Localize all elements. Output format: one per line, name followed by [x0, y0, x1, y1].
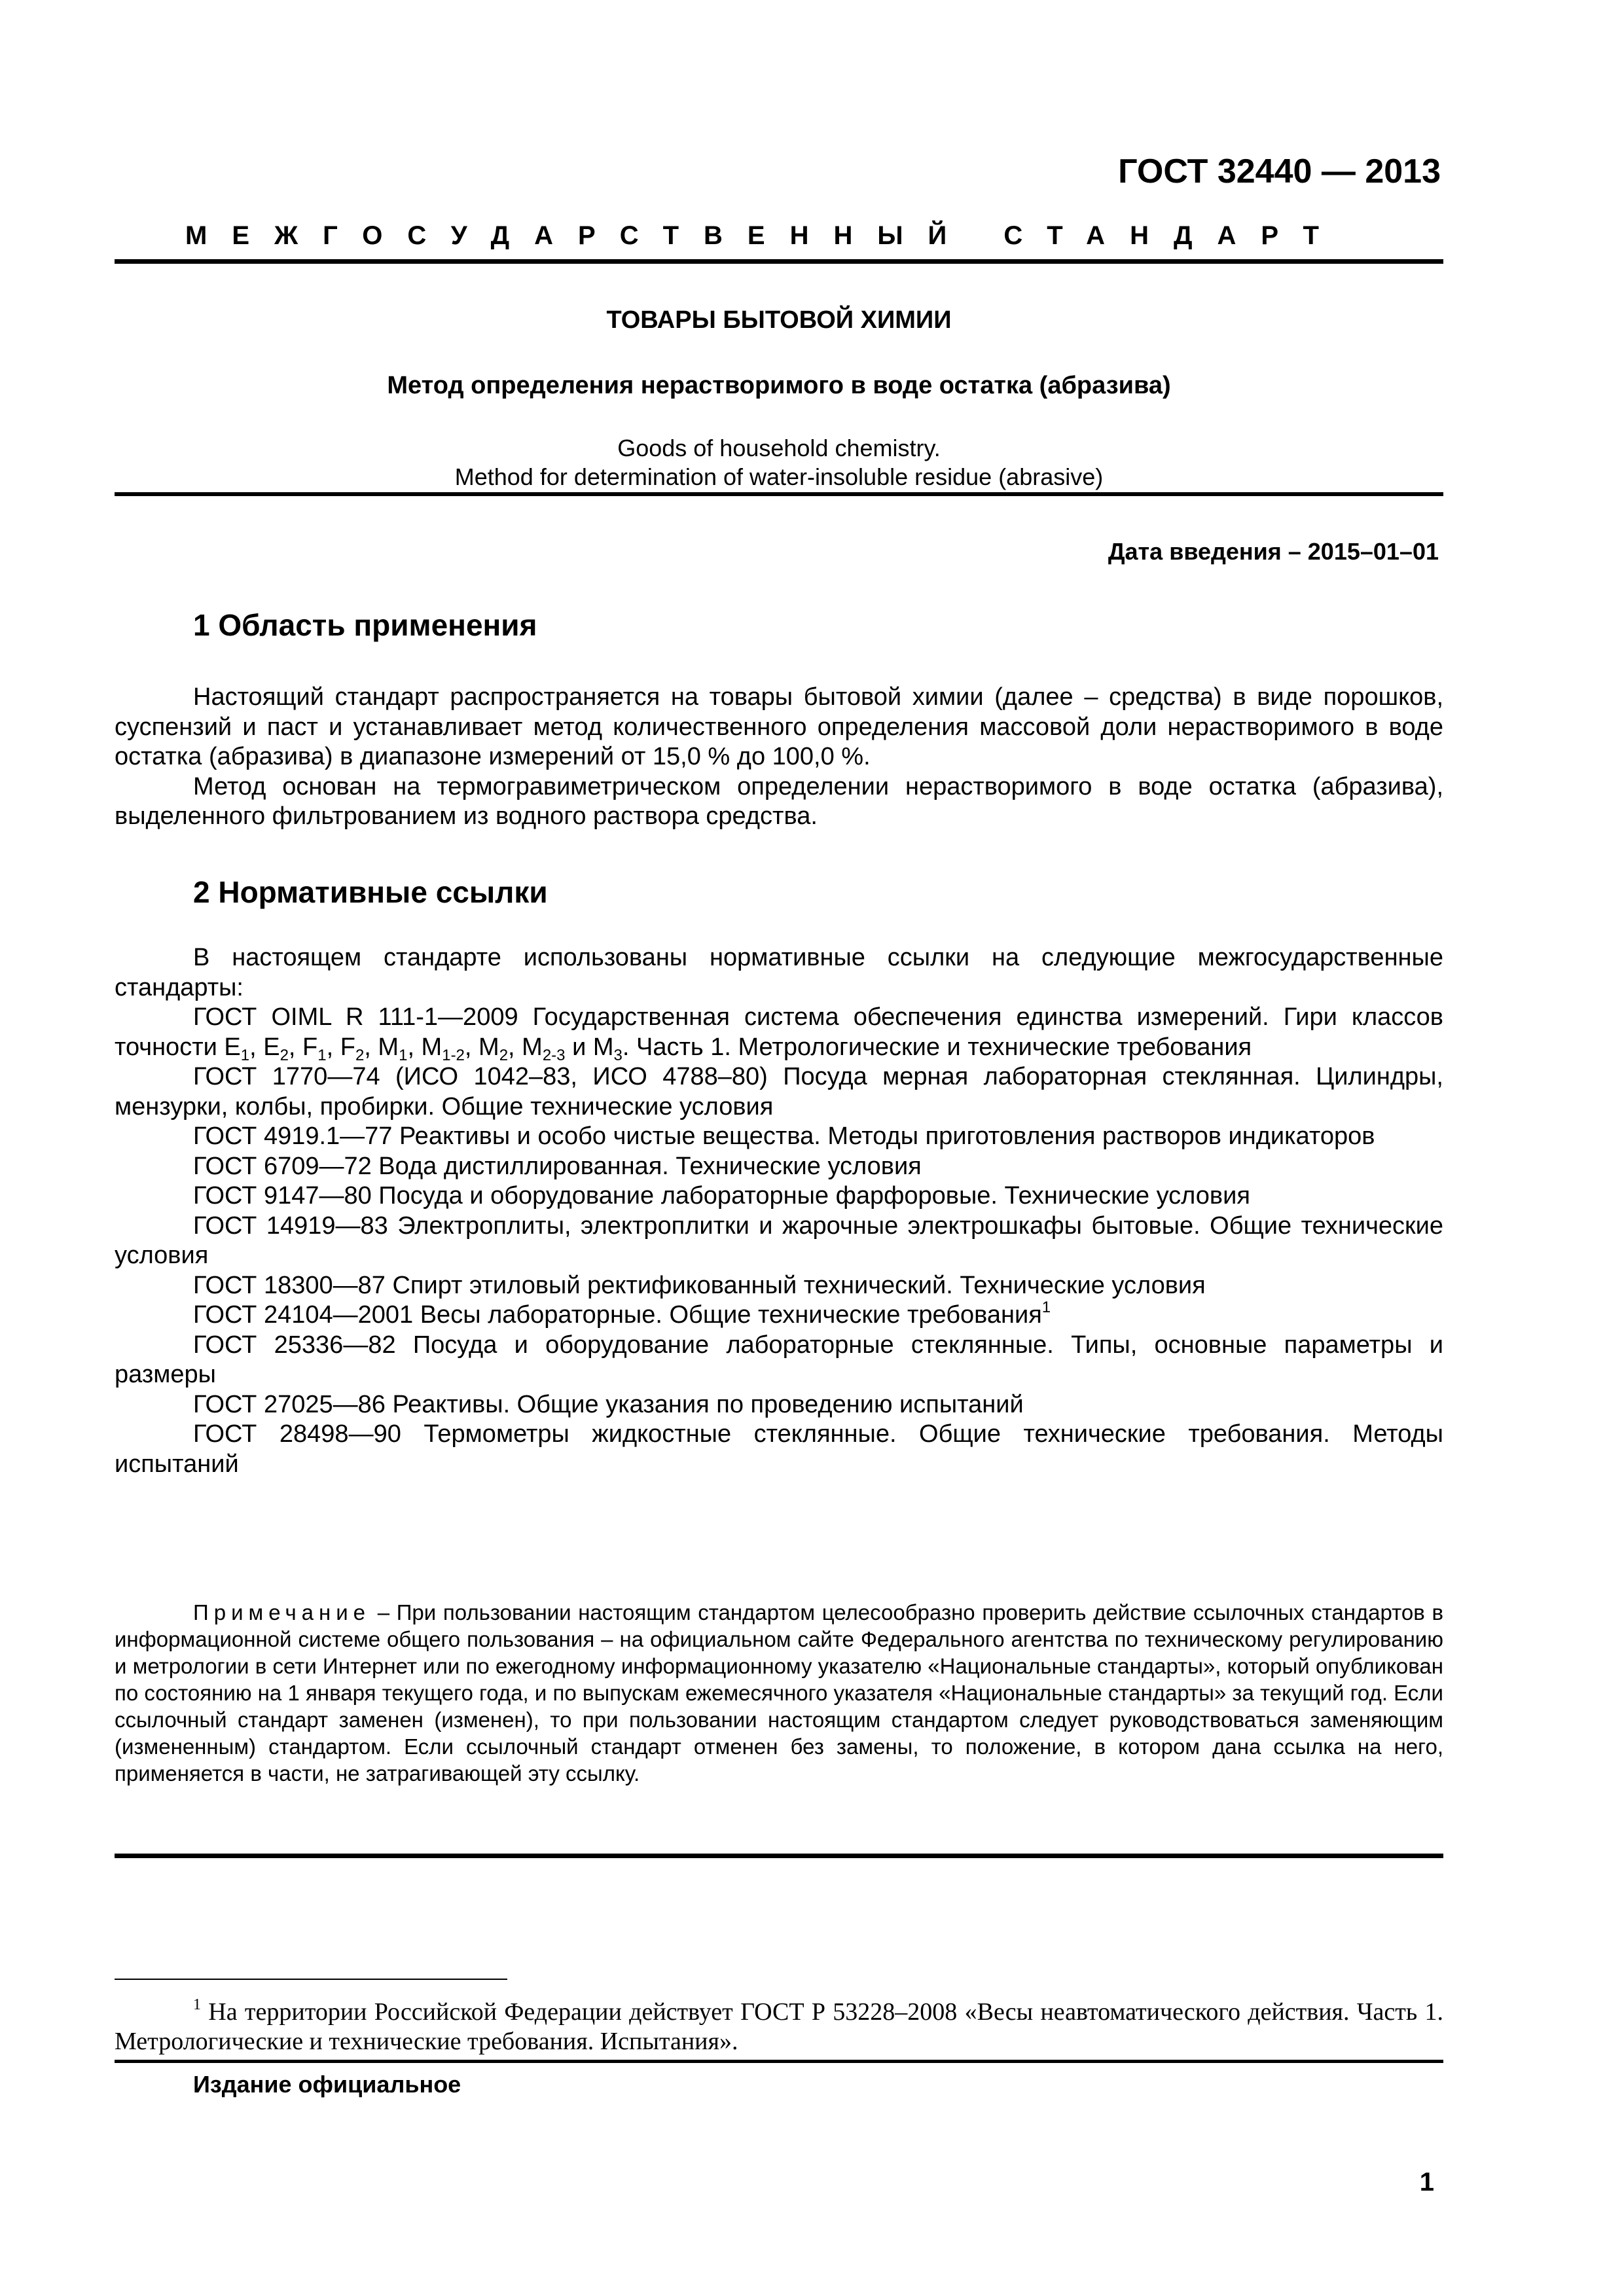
reference-item: ГОСТ 4919.1—77 Реактивы и особо чистые вещества. Методы приготовления растворов индикаторов [193, 1122, 1375, 1150]
standard-type: МЕЖГОСУДАРСТВЕННЫЙ СТАНДАРТ [185, 221, 1344, 250]
reference-item: ГОСТ 27025—86 Реактивы. Общие указания по проведению испытаний [193, 1390, 1024, 1418]
note-block [115, 1599, 1443, 1787]
section-end-rule [115, 1854, 1443, 1858]
section-1-paragraph: Настоящий стандарт распространяется на товары бытовой химии (далее – средства) в виде порошков, суспензий и паст и устанавливает метод количественного определения массовой доли нерастворимого в воде остатка (абразива) в диапазоне измерений от 15,0 % до 100,0 %. [115, 683, 1443, 770]
section-1-paragraph: Метод основан на термогравиметрическом определении нерастворимого в воде остатка (абразива), выделенного фильтрованием из водного раствора средства. [115, 772, 1443, 830]
gost-number: ГОСТ 32440 — 2013 [1118, 152, 1441, 190]
introduction-date: Дата введения – 2015–01–01 [1108, 538, 1439, 565]
edition-label: Издание официальное [193, 2071, 461, 2098]
footnote [115, 1998, 1443, 2056]
footnote-reference[interactable]: 1 [1041, 1299, 1051, 1316]
footnote-separator [115, 1979, 507, 1980]
reference-item: ГОСТ 1770—74 (ИСО 1042–83, ИСО 4788–80) Посуда мерная лабораторная стеклянная. Цилиндры, мензурки, колбы, пробирки. Общие технические условия [115, 1063, 1443, 1121]
section-2-heading: 2 Нормативные ссылки [193, 875, 548, 909]
reference-item: ГОСТ 18300—87 Спирт этиловый ректификованный технический. Технические условия [193, 1271, 1206, 1299]
section-1-body [115, 683, 1443, 832]
section-2-body [115, 943, 1443, 1479]
reference-item: ГОСТ 6709—72 Вода дистиллированная. Технические условия [193, 1152, 922, 1180]
note-text: – При пользовании настоящим стандартом целесообразно проверить действие ссылочных стандартов в информационной системе общего пользования – на официальном сайте Федерального агентства по техническому регулированию и метрологии в сети Интернет или по ежегодному информационному указателю «Национальные стандарты», который опубликован по состоянию на 1 января текущего года, и по выпускам ежемесячного указателя «Национальные стандарты» за текущий год. Если ссылочный стандарт заменен (изменен), то при пользовании настоящим стандартом следует руководствоваться заменяющим (измененным) стандартом. Если ссылочный стандарт отменен без замены, то положение, в котором дана ссылка на него, применяется в части, не затрагивающей эту ссылку. [115, 1600, 1443, 1785]
section-2-intro: В настоящем стандарте использованы нормативные ссылки на следующие межгосударственные стандарты: [115, 944, 1443, 1001]
note-label: Примечание [193, 1600, 371, 1624]
header-rule [115, 259, 1443, 264]
reference-item: ГОСТ 9147—80 Посуда и оборудование лабораторные фарфоровые. Технические условия [193, 1182, 1250, 1210]
reference-item: ГОСТ 24104—2001 Весы лабораторные. Общие технические требования$^1$ [193, 1299, 1051, 1329]
reference-item: ГОСТ 14919—83 Электроплиты, электроплитки и жарочные электрошкафы бытовые. Общие технические условия [115, 1211, 1443, 1269]
footnote-text: На территории Российской Федерации действует ГОСТ Р 53228–2008 «Весы неавтоматического действия. Часть 1. Метрологические и технические требования. Испытания». [115, 1998, 1443, 2055]
reference-item: ГОСТ 28498—90 Термометры жидкостные стеклянные. Общие технические требования. Методы испытаний [115, 1420, 1443, 1478]
english-title-line-1: Goods of household chemistry. [617, 435, 941, 461]
page-number: 1 [1419, 2168, 1434, 2197]
footer-rule [115, 2060, 1443, 2063]
title-rule [115, 492, 1443, 496]
document-subtitle: Метод определения нерастворимого в воде остатка (абразива) [387, 372, 1171, 399]
section-1-heading: 1 Область применения [193, 608, 537, 642]
document-title: ТОВАРЫ БЫТОВОЙ ХИМИИ [606, 306, 952, 334]
english-title-line-2: Method for determination of water-insoluble residue (abrasive) [454, 463, 1104, 490]
footnote-mark: 1 [193, 1996, 201, 2013]
reference-item: ГОСТ 25336—82 Посуда и оборудование лабораторные стеклянные. Типы, основные параметры и размеры [115, 1331, 1443, 1388]
reference-item: ГОСТ OIML R 111-1—2009 Государственная система обеспечения единства измерений. Гири классов точности $E_1$, $E_2$, $F_1$, $F_2$, $M_1$, $M_{1-2}$, $M_2$, $M_{2-3}$ и $M_3$. Часть 1. Метрологические и технические требования [115, 1003, 1443, 1064]
